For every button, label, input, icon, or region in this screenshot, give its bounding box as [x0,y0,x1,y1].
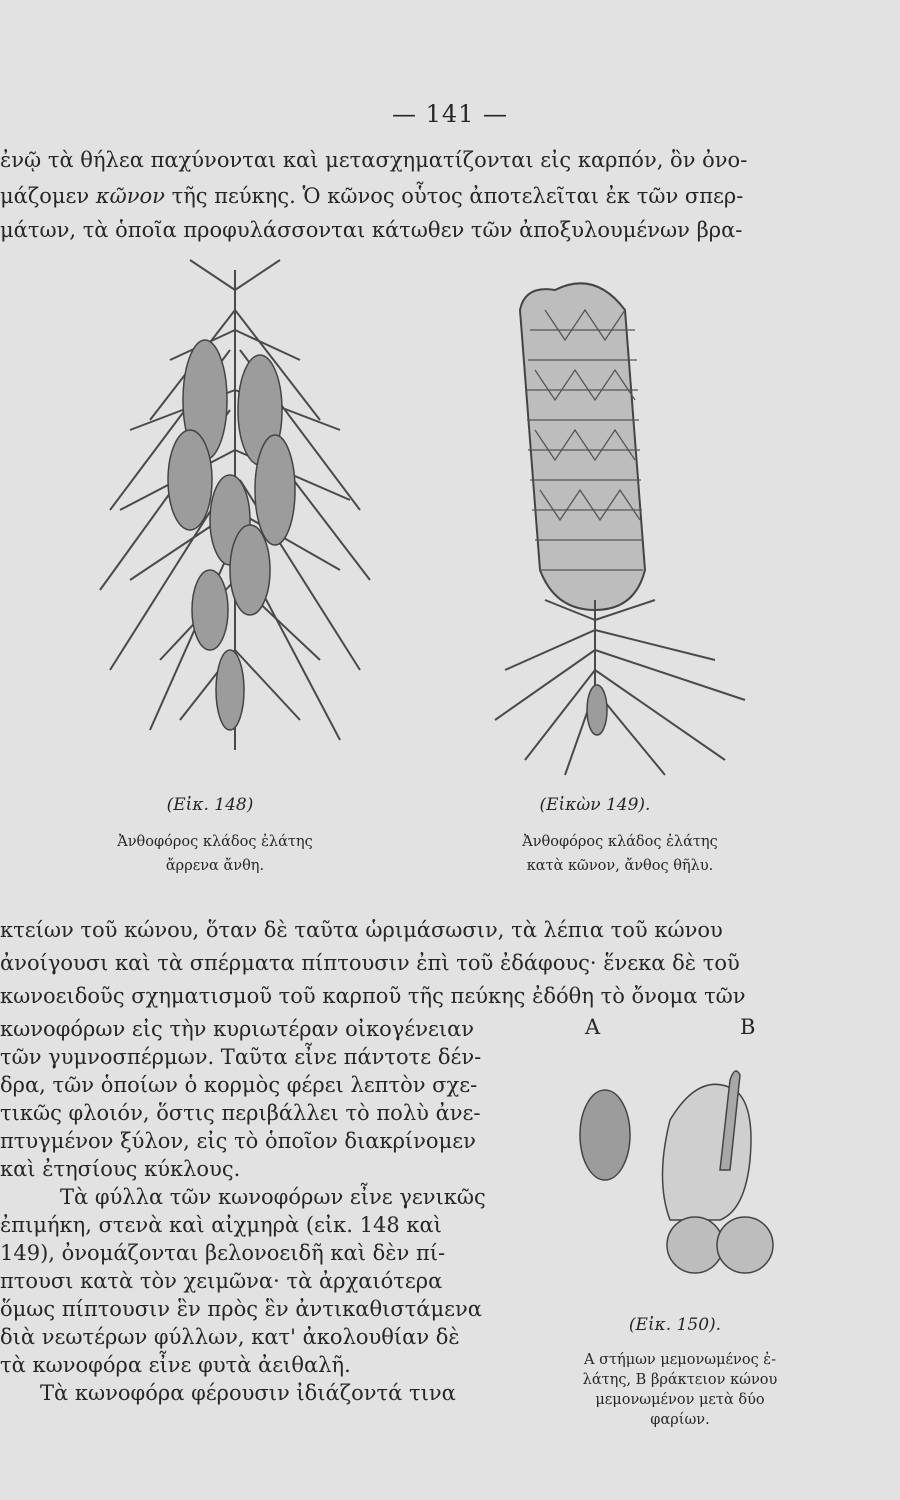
text-line: τὰ κωνοφόρα εἶνε φυτὰ ἀειθαλῆ. [0,1353,351,1377]
text-span: μάτων, τὰ ὁποῖα προφυλάσσονται κάτωθεν τῶν ἀποξυλουμένων βρα- [0,218,743,242]
text-span: ἐνῷ τὰ θήλεα παχύνονται καὶ μετασχηματίζονται εἰς καρπόν, ὃν ὀνο- [0,148,748,172]
text-span: τῆς πεύκης. Ὁ κῶνος οὗτος ἀποτελεῖται ἐκ τῶν σπερ- [164,184,744,208]
text-line: τικῶς φλοιόν, ὅστις περιβάλλει τὸ πολὺ ἀνε- [0,1101,481,1125]
page-number: — 141 — [391,100,509,128]
text-line [0,215,742,245]
caption-line: Ἀνθοφόρος κλάδος ἐλάτης [117,834,313,850]
caption-line: μεμονωμένον μετὰ δύο [595,1392,765,1408]
caption-line: Α στήμων μεμονωμένος ἐ- [584,1352,776,1368]
figure-149-number: (Εἰκὼν 149). [539,795,651,815]
figure-149-illustration [485,270,765,780]
figure-150-label-b: B [740,1015,756,1039]
figure-150-number: (Εἰκ. 150). [628,1315,722,1335]
figure-148-illustration [90,250,380,780]
text-line: δρα, τῶν ὁποίων ὁ κορμὸς φέρει λεπτὸν σχε- [0,1073,478,1097]
text-line [0,181,743,211]
text-line: κτείων τοῦ κώνου, ὅταν δὲ ταῦτα ὡριμάσωσιν, τὰ λέπια τοῦ κώνου [0,918,723,942]
text-line: πτουσι κατὰ τὸν χειμῶνα· τὰ ἀρχαιότερα [0,1269,443,1293]
caption-line: φαρίων. [650,1412,710,1428]
text-line: τῶν γυμνοσπέρμων. Ταῦτα εἶνε πάντοτε δέν- [0,1045,482,1069]
text-line: πτυγμένον ξύλον, εἰς τὸ ὁποῖον διακρίνομεν [0,1129,476,1153]
text-line: διὰ νεωτέρων φύλλων, κατ' ἀκολουθίαν δὲ [0,1325,460,1349]
figure-150-label-a: A [585,1015,601,1039]
figure-150-caption [540,1350,820,1430]
figure-148-caption [70,830,360,878]
italic-term: κῶνον [95,184,165,208]
text-line [0,145,810,175]
text-line: καὶ ἐτησίους κύκλους. [0,1157,241,1181]
text-span: μάζομεν [0,184,96,208]
text-line: 149), ὀνομάζονται βελονοειδῆ καὶ δὲν πί- [0,1241,446,1265]
text-line: κωνοφόρων εἰς τὴν κυριωτέραν οἰκογένειαν [0,1017,475,1041]
text-line: Τὰ κωνοφόρα φέρουσιν ἰδιάζοντά τινα [40,1381,456,1405]
caption-line: Ἀνθοφόρος κλάδος ἐλάτης [522,834,718,850]
caption-line: λάτης, Β βράκτειον κώνου [582,1372,778,1388]
figure-149-caption [470,830,770,878]
text-line: ὅμως πίπτουσιν ἓν πρὸς ἓν ἀντικαθιστάμενα [0,1297,482,1321]
text-line: κωνοειδοῦς σχηματισμοῦ τοῦ καρποῦ τῆς πεύκης ἐδόθη τὸ ὄνομα τῶν [0,984,746,1008]
text-line: ἀνοίγουσι καὶ τὰ σπέρματα πίπτουσιν ἐπὶ τοῦ ἐδάφους· ἕνεκα δὲ τοῦ [0,951,740,975]
figure-148-number: (Εἰκ. 148) [166,795,254,815]
text-line: Τὰ φύλλα τῶν κωνοφόρων εἶνε γενικῶς [60,1185,486,1209]
caption-line: ἄρρενα ἄνθη. [165,858,265,874]
text-line: ἐπιμήκη, στενὰ καὶ αἰχμηρὰ (εἰκ. 148 καὶ [0,1213,442,1237]
figure-150-illustration [570,1060,800,1280]
caption-line: κατὰ κῶνον, ἄνθος θῆλυ. [526,858,714,874]
